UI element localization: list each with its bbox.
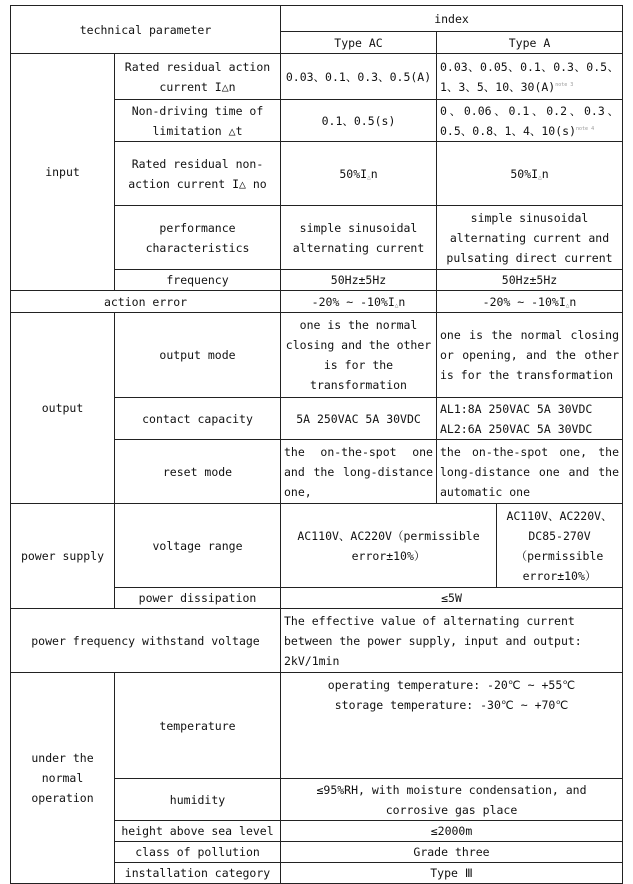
contact-capacity-al1: AL1:8A 250VAC 5A 30VDC (440, 401, 593, 416)
param-reset-mode: reset mode (115, 440, 281, 504)
param-output-mode: output mode (115, 313, 281, 398)
reset-mode-ac: the on-the-spot one and the long-distance one, (281, 440, 437, 504)
contact-capacity-al2: AL2:6A 250VAC 5A 30VDC (440, 421, 593, 436)
note-3-mark: note 3 (555, 81, 574, 88)
param-frequency: frequency (115, 270, 281, 291)
contact-capacity-a (437, 398, 623, 440)
action-error-a (437, 291, 623, 313)
header-type-ac: Type AC (281, 32, 437, 54)
group-power-supply: power supply (11, 504, 115, 609)
operating-temperature: operating temperature: -20℃ ~ +55℃ (327, 678, 576, 692)
param-class-of-pollution: class of pollution (115, 842, 281, 863)
param-power-frequency-withstand: power frequency withstand voltage (11, 609, 281, 673)
non-action-ac-value: 50%I (339, 166, 368, 181)
contact-capacity-ac: 5A 250VAC 5A 30VDC (281, 398, 437, 440)
param-voltage-range: voltage range (115, 504, 281, 588)
installation-category-value: Type Ⅲ (281, 863, 623, 884)
header-type-a: Type A (437, 32, 623, 54)
delta-subscript: △ (394, 301, 399, 309)
non-action-a-unit: n (541, 166, 549, 181)
param-contact-capacity: contact capacity (115, 398, 281, 440)
humidity-value: ≤95%RH, with moisture condensation, and corrosive gas place (281, 779, 623, 821)
group-input: input (11, 54, 115, 291)
non-action-current-ac (281, 142, 437, 206)
power-dissipation-value: ≤5W (281, 588, 623, 609)
class-of-pollution-value: Grade three (281, 842, 623, 863)
param-action-error: action error (11, 291, 281, 313)
rated-action-current-ac: 0.03、0.1、0.3、0.5(A) (281, 54, 437, 100)
action-error-ac (281, 291, 437, 313)
action-error-ac-value: -20% ~ -10%I (311, 294, 395, 309)
frequency-a: 50Hz±5Hz (437, 270, 623, 291)
power-frequency-withstand-value: The effective value of alternating current between the power supply, input and output: 2kV/1min (281, 609, 623, 673)
param-non-action-current: Rated residual non-action current I△ no (115, 142, 281, 206)
height-above-sea-level-value: ≤2000m (281, 821, 623, 842)
non-driving-time-a-text: 0、0.06、0.1、0.2、0.3、0.5、0.8、1、4、10(s) (440, 103, 619, 138)
header-technical-parameter: technical parameter (11, 6, 281, 54)
performance-characteristics-a: simple sinusoidal alternating current and pulsating direct current (437, 206, 623, 270)
header-index: index (281, 6, 623, 32)
non-action-current-a (437, 142, 623, 206)
action-error-a-unit: n (569, 294, 577, 309)
storage-temperature: storage temperature: -30℃ ~ +70℃ (334, 698, 569, 712)
param-humidity: humidity (115, 779, 281, 821)
voltage-range-a: AC110V、AC220V、DC85-270V（permissible error±10%） (497, 504, 623, 588)
param-rated-action-current: Rated residual action current I△n (115, 54, 281, 100)
param-power-dissipation: power dissipation (115, 588, 281, 609)
rated-action-current-a-text: 0.03、0.05、0.1、0.3、0.5、1、3、5、10、30(A) (440, 59, 619, 94)
param-height-above-sea-level: height above sea level (115, 821, 281, 842)
note-4-mark: note 4 (576, 125, 595, 132)
param-temperature: temperature (115, 673, 281, 779)
param-non-driving-time: Non-driving time of limitation △t (115, 100, 281, 142)
group-output: output (11, 313, 115, 504)
group-normal-operation: under the normal operation (11, 673, 115, 884)
param-performance-characteristics: performance characteristics (115, 206, 281, 270)
non-action-a-value: 50%I (510, 166, 539, 181)
frequency-ac: 50Hz±5Hz (281, 270, 437, 291)
delta-subscript: △ (565, 301, 570, 309)
non-driving-time-a (437, 100, 623, 142)
delta-subscript: △ (538, 173, 542, 181)
param-installation-category: installation category (115, 863, 281, 884)
rated-action-current-a (437, 54, 623, 100)
action-error-ac-unit: n (398, 294, 406, 309)
performance-characteristics-ac: simple sinusoidal alternating current (281, 206, 437, 270)
temperature-value (281, 673, 623, 779)
non-driving-time-ac: 0.1、0.5(s) (281, 100, 437, 142)
output-mode-ac: one is the normal closing and the other is for the transformation (281, 313, 437, 398)
voltage-range-ac: AC110V、AC220V（permissible error±10%） (281, 504, 497, 588)
non-action-ac-unit: n (370, 166, 378, 181)
technical-parameter-table (10, 5, 623, 884)
output-mode-a: one is the normal closing or opening, and the other is for the transformation (437, 313, 623, 398)
delta-subscript: △ (367, 173, 371, 181)
reset-mode-a: the on-the-spot one, the long-distance one and the automatic one (437, 440, 623, 504)
action-error-a-value: -20% ~ -10%I (482, 294, 566, 309)
